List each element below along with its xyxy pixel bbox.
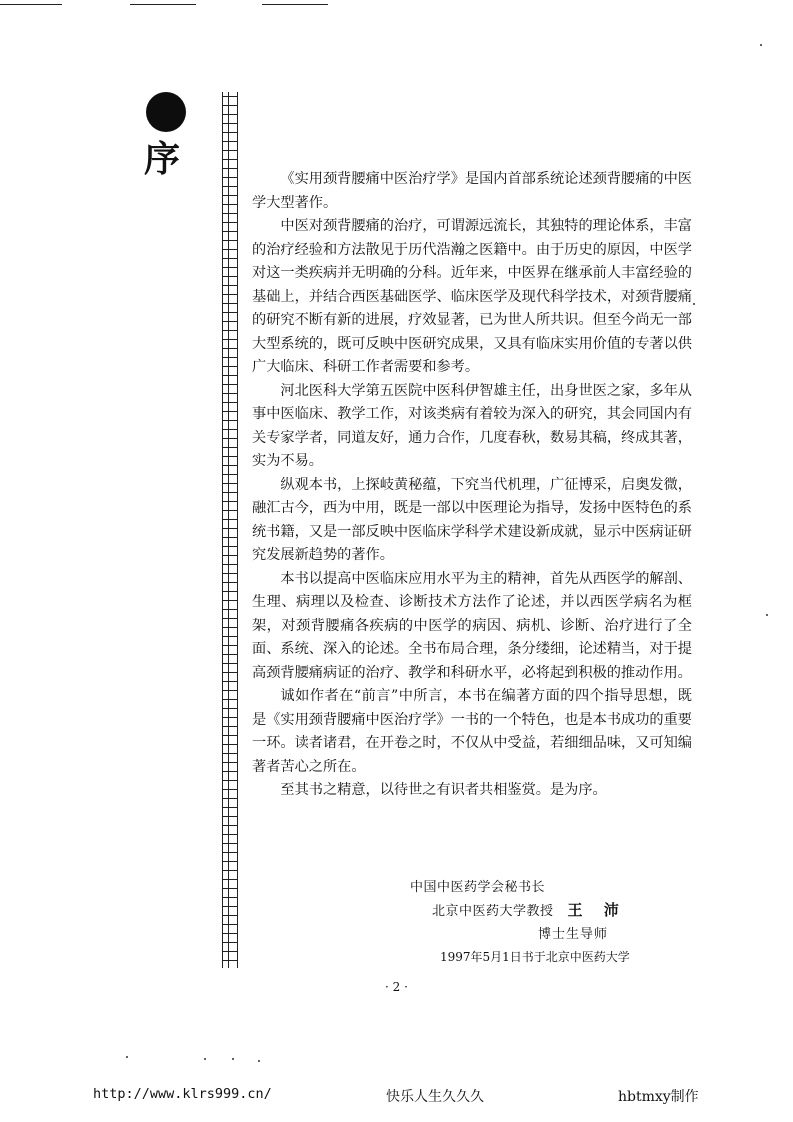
signature-role: 博士生导师 <box>538 927 609 942</box>
scan-speck <box>232 1058 234 1060</box>
page-number: · 2 · <box>385 980 408 994</box>
scan-speck <box>766 614 768 616</box>
paragraph: 至其书之精意，以待世之有识者共相鉴赏。是为序。 <box>280 782 607 798</box>
footer-credit: hbtmxy制作 <box>618 1089 699 1105</box>
scan-speck <box>693 303 695 305</box>
signature-date: 1997年5月1日书于北京中医药大学 <box>440 950 630 964</box>
signature-title: 中国中医药学会秘书长 <box>410 880 546 895</box>
footer-url-link[interactable]: http://www.klrs999.cn/ <box>93 1086 272 1102</box>
signature-block <box>360 876 700 969</box>
paragraph: 河北医科大学第五医院中医科伊智雄主任，出身世医之家，多年从事中医临床、教学工作，对该类病有着较为深入的研究，其会同国内有关专家学者，同道友好，通力合作，几度春秋，数易其稿，终成其著，实为不易。 <box>252 382 692 469</box>
decorative-border-strip <box>222 92 238 968</box>
decorative-border-line <box>228 92 229 968</box>
top-rule <box>262 4 328 5</box>
heading-dot-marker <box>146 92 186 132</box>
scan-speck <box>126 1056 128 1058</box>
footer-slogan: 快乐人生久久久 <box>386 1089 484 1105</box>
scan-speck <box>204 1058 206 1060</box>
preface-body <box>252 168 692 803</box>
top-rule <box>0 4 62 5</box>
signature-name: 王 沛 <box>567 901 627 919</box>
paragraph: 本书以提高中医临床应用水平为主的精神，首先从西医学的解剖、生理、病理以及检查、诊断技术方法作了论述，并以西医学病名为框架，对颈背腰痛各疾病的中医学的病因、病机、诊断、治疗进行了全面、系统、深入的论述。全书布局合理，条分缕细，论述精当，对于提高颈背腰痛病证的治疗、教学和科研水平，必将起到积极的推动作用。 <box>252 570 692 681</box>
paragraph: 诚如作者在“前言”中所言，本书在编著方面的四个指导思想，既是《实用颈背腰痛中医治疗学》一书的一个特色，也是本书成功的重要一环。读者诸君，在开卷之时，不仅从中受益，若细细品味，又可知编著者苦心之所在。 <box>252 688 692 775</box>
signature-affiliation <box>360 899 700 923</box>
footer <box>0 1086 793 1110</box>
section-title: 序 <box>144 139 181 180</box>
paragraph: 纵观本书，上探岐黄秘蕴，下究当代机理，广征博采，启奥发微，融汇古今，西为中用，既是一部以中医理论为指导，发扬中医特色的系统书籍，又是一部反映中医临床学科学术建设新成就，显示中医病证研究发展新趋势的著作。 <box>252 476 692 563</box>
scan-speck <box>760 44 762 46</box>
paragraph: 中医对颈背腰痛的治疗，可谓源远流长，其独特的理论体系，丰富的治疗经验和方法散见于历代浩瀚之医籍中。由于历史的原因，中医学对这一类疾病并无明确的分科。近年来，中医界在继承前人丰富经验的基础上，并结合西医基础医学、临床医学及现代科学技术，对颈背腰痛的研究不断有新的进展，疗效显著，已为世人所共识。但至今尚无一部大型系统的，既可反映中医研究成果，又具有临床实用价值的专著以供广大临床、科研工作者需要和参考。 <box>252 218 692 375</box>
paragraph: 《实用颈背腰痛中医治疗学》是国内首部系统论述颈背腰痛的中医学大型著作。 <box>252 171 692 211</box>
top-rule <box>130 4 196 5</box>
scan-speck <box>258 1060 260 1062</box>
signature-affiliation-text: 北京中医药大学教授 <box>432 904 554 919</box>
